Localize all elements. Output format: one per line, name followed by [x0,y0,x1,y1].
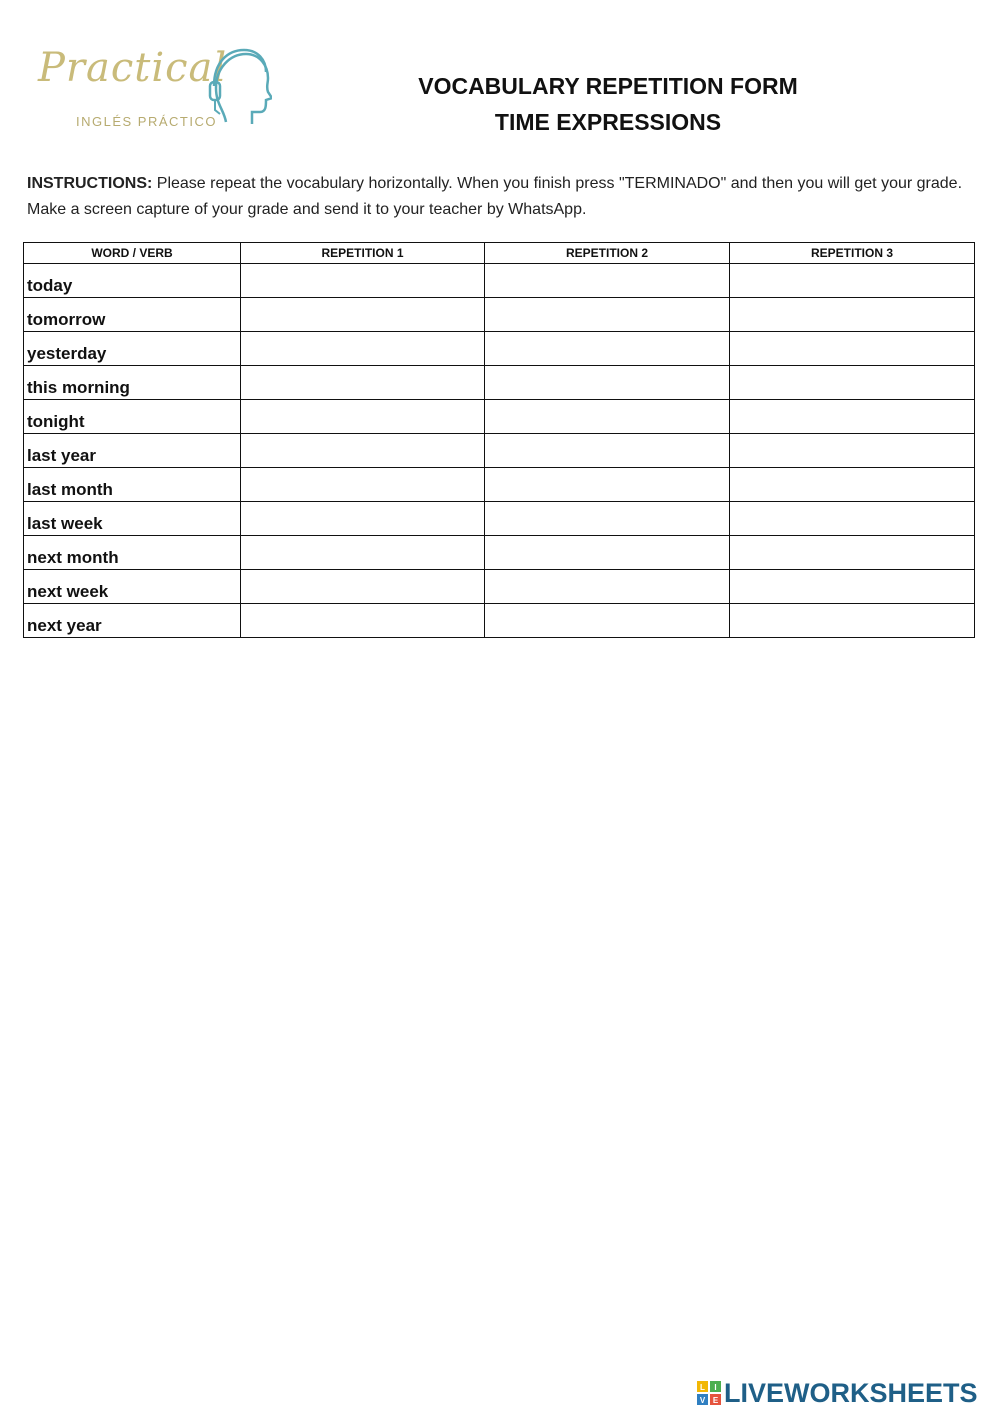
repetition-3-field[interactable] [730,366,975,400]
word-cell: next month [24,536,241,570]
table-row [24,264,975,298]
column-header-word: WORD / VERB [24,243,241,264]
repetition-3-field[interactable] [730,502,975,536]
word-cell: yesterday [24,332,241,366]
repetition-2-field[interactable] [485,366,730,400]
table-row [24,502,975,536]
practical-logo [38,45,278,138]
table-row [24,536,975,570]
word-cell: last week [24,502,241,536]
instructions [27,171,977,223]
word-cell: last year [24,434,241,468]
table-row [24,570,975,604]
badge-letter: L [700,1383,705,1392]
repetition-3-field[interactable] [730,400,975,434]
repetition-1-field[interactable] [241,298,485,332]
table-row [24,468,975,502]
repetition-1-field[interactable] [241,332,485,366]
word-cell: next year [24,604,241,638]
word-cell: tonight [24,400,241,434]
table-row [24,434,975,468]
repetition-1-field[interactable] [241,604,485,638]
repetition-1-field[interactable] [241,536,485,570]
word-cell: today [24,264,241,298]
repetition-2-field[interactable] [485,298,730,332]
title-line-1: VOCABULARY REPETITION FORM [418,73,798,99]
badge-letter: I [714,1383,717,1392]
title-line-2: TIME EXPRESSIONS [494,109,722,135]
repetition-1-field[interactable] [241,502,485,536]
repetition-2-field[interactable] [485,332,730,366]
repetition-3-field[interactable] [730,434,975,468]
repetition-2-field[interactable] [485,536,730,570]
repetition-2-field[interactable] [485,604,730,638]
word-cell: this morning [24,366,241,400]
table-header-row [24,243,975,264]
table-row [24,604,975,638]
headphones-head-icon [206,48,272,130]
badge-letter: V [699,1396,706,1405]
word-cell: next week [24,570,241,604]
repetition-2-field[interactable] [485,502,730,536]
column-header-repetition-2: REPETITION 2 [485,243,730,264]
liveworksheets-brand: LIVEWORKSHEETS [724,1377,978,1408]
repetition-1-field[interactable] [241,366,485,400]
repetition-2-field[interactable] [485,264,730,298]
table-row [24,298,975,332]
repetition-1-field[interactable] [241,434,485,468]
instructions-text: Please repeat the vocabulary horizontally. When you finish press "TERMINADO" and then you will get your grade. Make a screen capture of your grade and send it to your teacher by WhatsApp. [27,175,963,218]
repetition-3-field[interactable] [730,298,975,332]
table-row [24,366,975,400]
repetition-3-field[interactable] [730,570,975,604]
vocabulary-table [23,242,975,638]
repetition-1-field[interactable] [241,400,485,434]
repetition-1-field[interactable] [241,570,485,604]
badge-letter: E [712,1396,719,1405]
repetition-3-field[interactable] [730,468,975,502]
logo-subtitle: INGLÉS PRÁCTICO [76,114,217,129]
word-cell: tomorrow [24,298,241,332]
repetition-2-field[interactable] [485,468,730,502]
word-cell: last month [24,468,241,502]
column-header-repetition-1: REPETITION 1 [241,243,485,264]
repetition-3-field[interactable] [730,604,975,638]
repetition-1-field[interactable] [241,264,485,298]
instructions-label: INSTRUCTIONS: [27,175,153,192]
table-row [24,332,975,366]
repetition-2-field[interactable] [485,570,730,604]
column-header-repetition-3: REPETITION 3 [730,243,975,264]
repetition-1-field[interactable] [241,468,485,502]
liveworksheets-badge-icon [697,1381,721,1405]
repetition-2-field[interactable] [485,400,730,434]
page-title [340,68,876,140]
table-row [24,400,975,434]
repetition-3-field[interactable] [730,332,975,366]
repetition-3-field[interactable] [730,536,975,570]
liveworksheets-watermark [697,1378,978,1408]
logo-script-text: Practical [38,45,228,91]
repetition-3-field[interactable] [730,264,975,298]
repetition-2-field[interactable] [485,434,730,468]
